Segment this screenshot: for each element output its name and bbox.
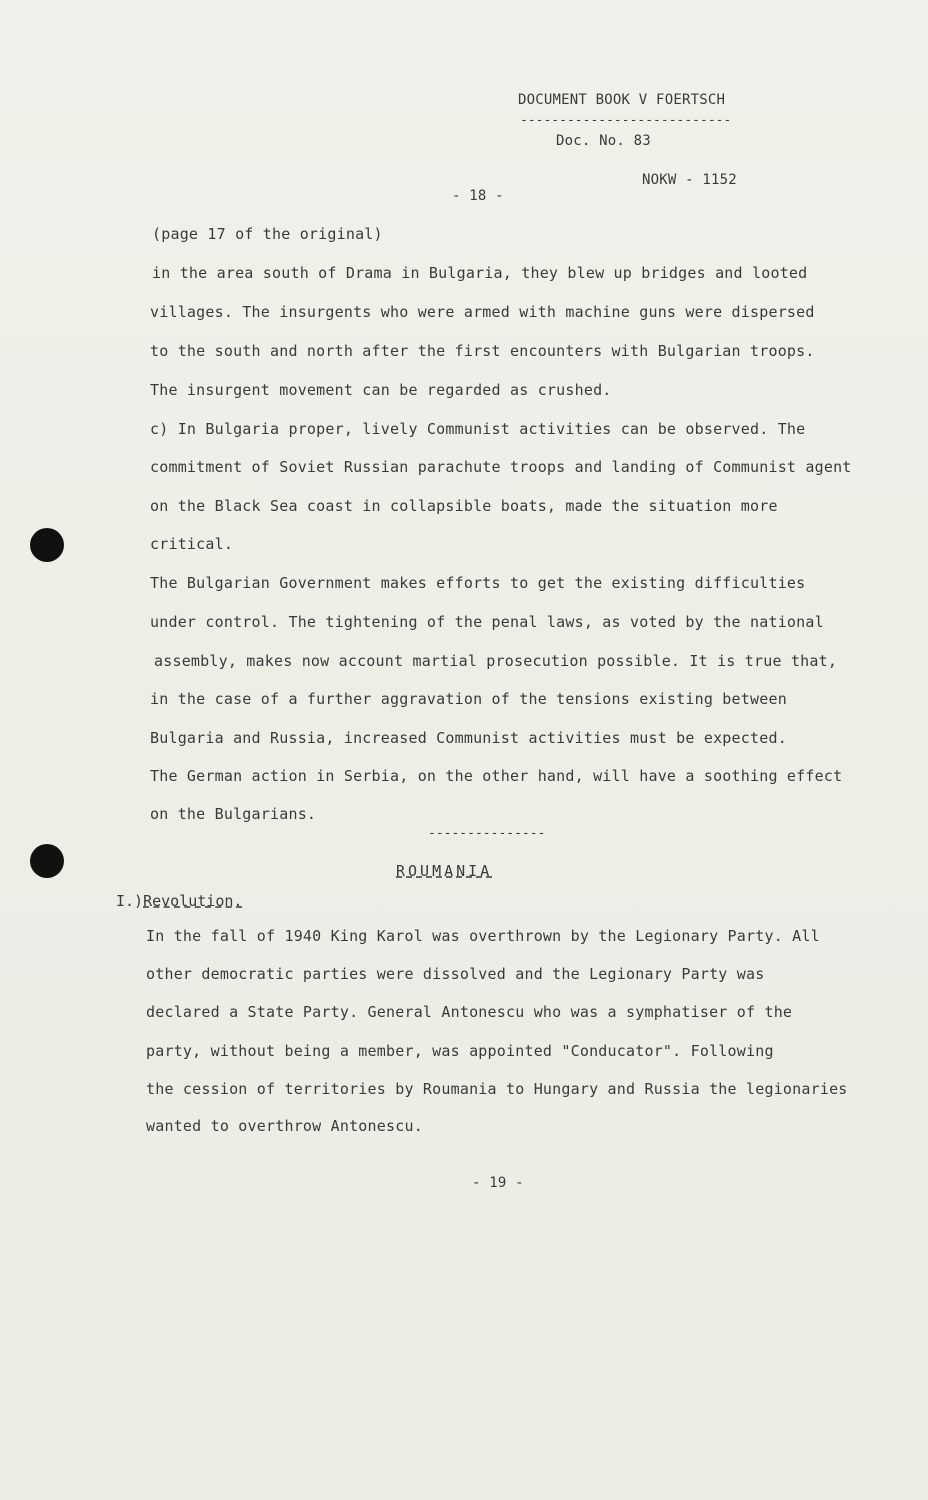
bulgaria-line: in the area south of Drama in Bulgaria, they blew up bridges and looted: [152, 264, 808, 282]
roumania-line: In the fall of 1940 King Karol was overthrown by the Legionary Party. All: [146, 927, 820, 945]
next-page-number: - 19 -: [472, 1175, 524, 1191]
page-number: - 18 -: [452, 188, 504, 204]
bulgaria-line: c) In Bulgaria proper, lively Communist activities can be observed. The: [150, 420, 806, 438]
bulgaria-line: villages. The insurgents who were armed with machine guns were dispersed: [150, 303, 815, 321]
bulgaria-line: to the south and north after the first encounters with Bulgarian troops.: [150, 342, 815, 360]
bulgaria-line: assembly, makes now account martial prosecution possible. It is true that,: [154, 652, 838, 670]
subsection-title: Revolution.: [143, 892, 243, 910]
bulgaria-line: commitment of Soviet Russian parachute troops and landing of Communist agent: [150, 458, 852, 476]
roumania-line: wanted to overthrow Antonescu.: [146, 1117, 423, 1135]
section-separator: ---------------: [428, 826, 546, 841]
subsection-heading: [116, 892, 242, 910]
roumania-line: the cession of territories by Roumania to Hungary and Russia the legionaries: [146, 1080, 848, 1098]
punch-hole: [30, 844, 64, 878]
bulgaria-line: on the Bulgarians.: [150, 805, 317, 823]
bulgaria-line: under control. The tightening of the penal laws, as voted by the national: [150, 613, 824, 631]
bulgaria-line: in the case of a further aggravation of the tensions existing between: [150, 690, 787, 708]
bulgaria-line: Bulgaria and Russia, increased Communist activities must be expected.: [150, 729, 787, 747]
original-page-reference: (page 17 of the original): [152, 225, 383, 243]
document-number: Doc. No. 83: [556, 133, 651, 149]
subsection-number: I.): [116, 892, 144, 910]
bulgaria-line: on the Black Sea coast in collapsible boats, made the situation more: [150, 497, 778, 515]
bulgaria-line: The German action in Serbia, on the other hand, will have a soothing effect: [150, 767, 843, 785]
bulgaria-line: critical.: [150, 535, 234, 553]
section-heading-roumania: ROUMANIA: [396, 862, 493, 880]
roumania-line: party, without being a member, was appointed "Conducator". Following: [146, 1042, 774, 1060]
document-book-title: DOCUMENT BOOK V FOERTSCH: [518, 92, 726, 108]
roumania-line: declared a State Party. General Antonescu who was a symphatiser of the: [146, 1003, 793, 1021]
nokw-number: NOKW - 1152: [642, 172, 737, 188]
roumania-line: other democratic parties were dissolved and the Legionary Party was: [146, 965, 765, 983]
punch-hole: [30, 528, 64, 562]
bulgaria-line: The insurgent movement can be regarded as crushed.: [150, 381, 612, 399]
header-rule: ---------------------------: [520, 113, 732, 128]
bulgaria-line: The Bulgarian Government makes efforts to get the existing difficulties: [150, 574, 806, 592]
